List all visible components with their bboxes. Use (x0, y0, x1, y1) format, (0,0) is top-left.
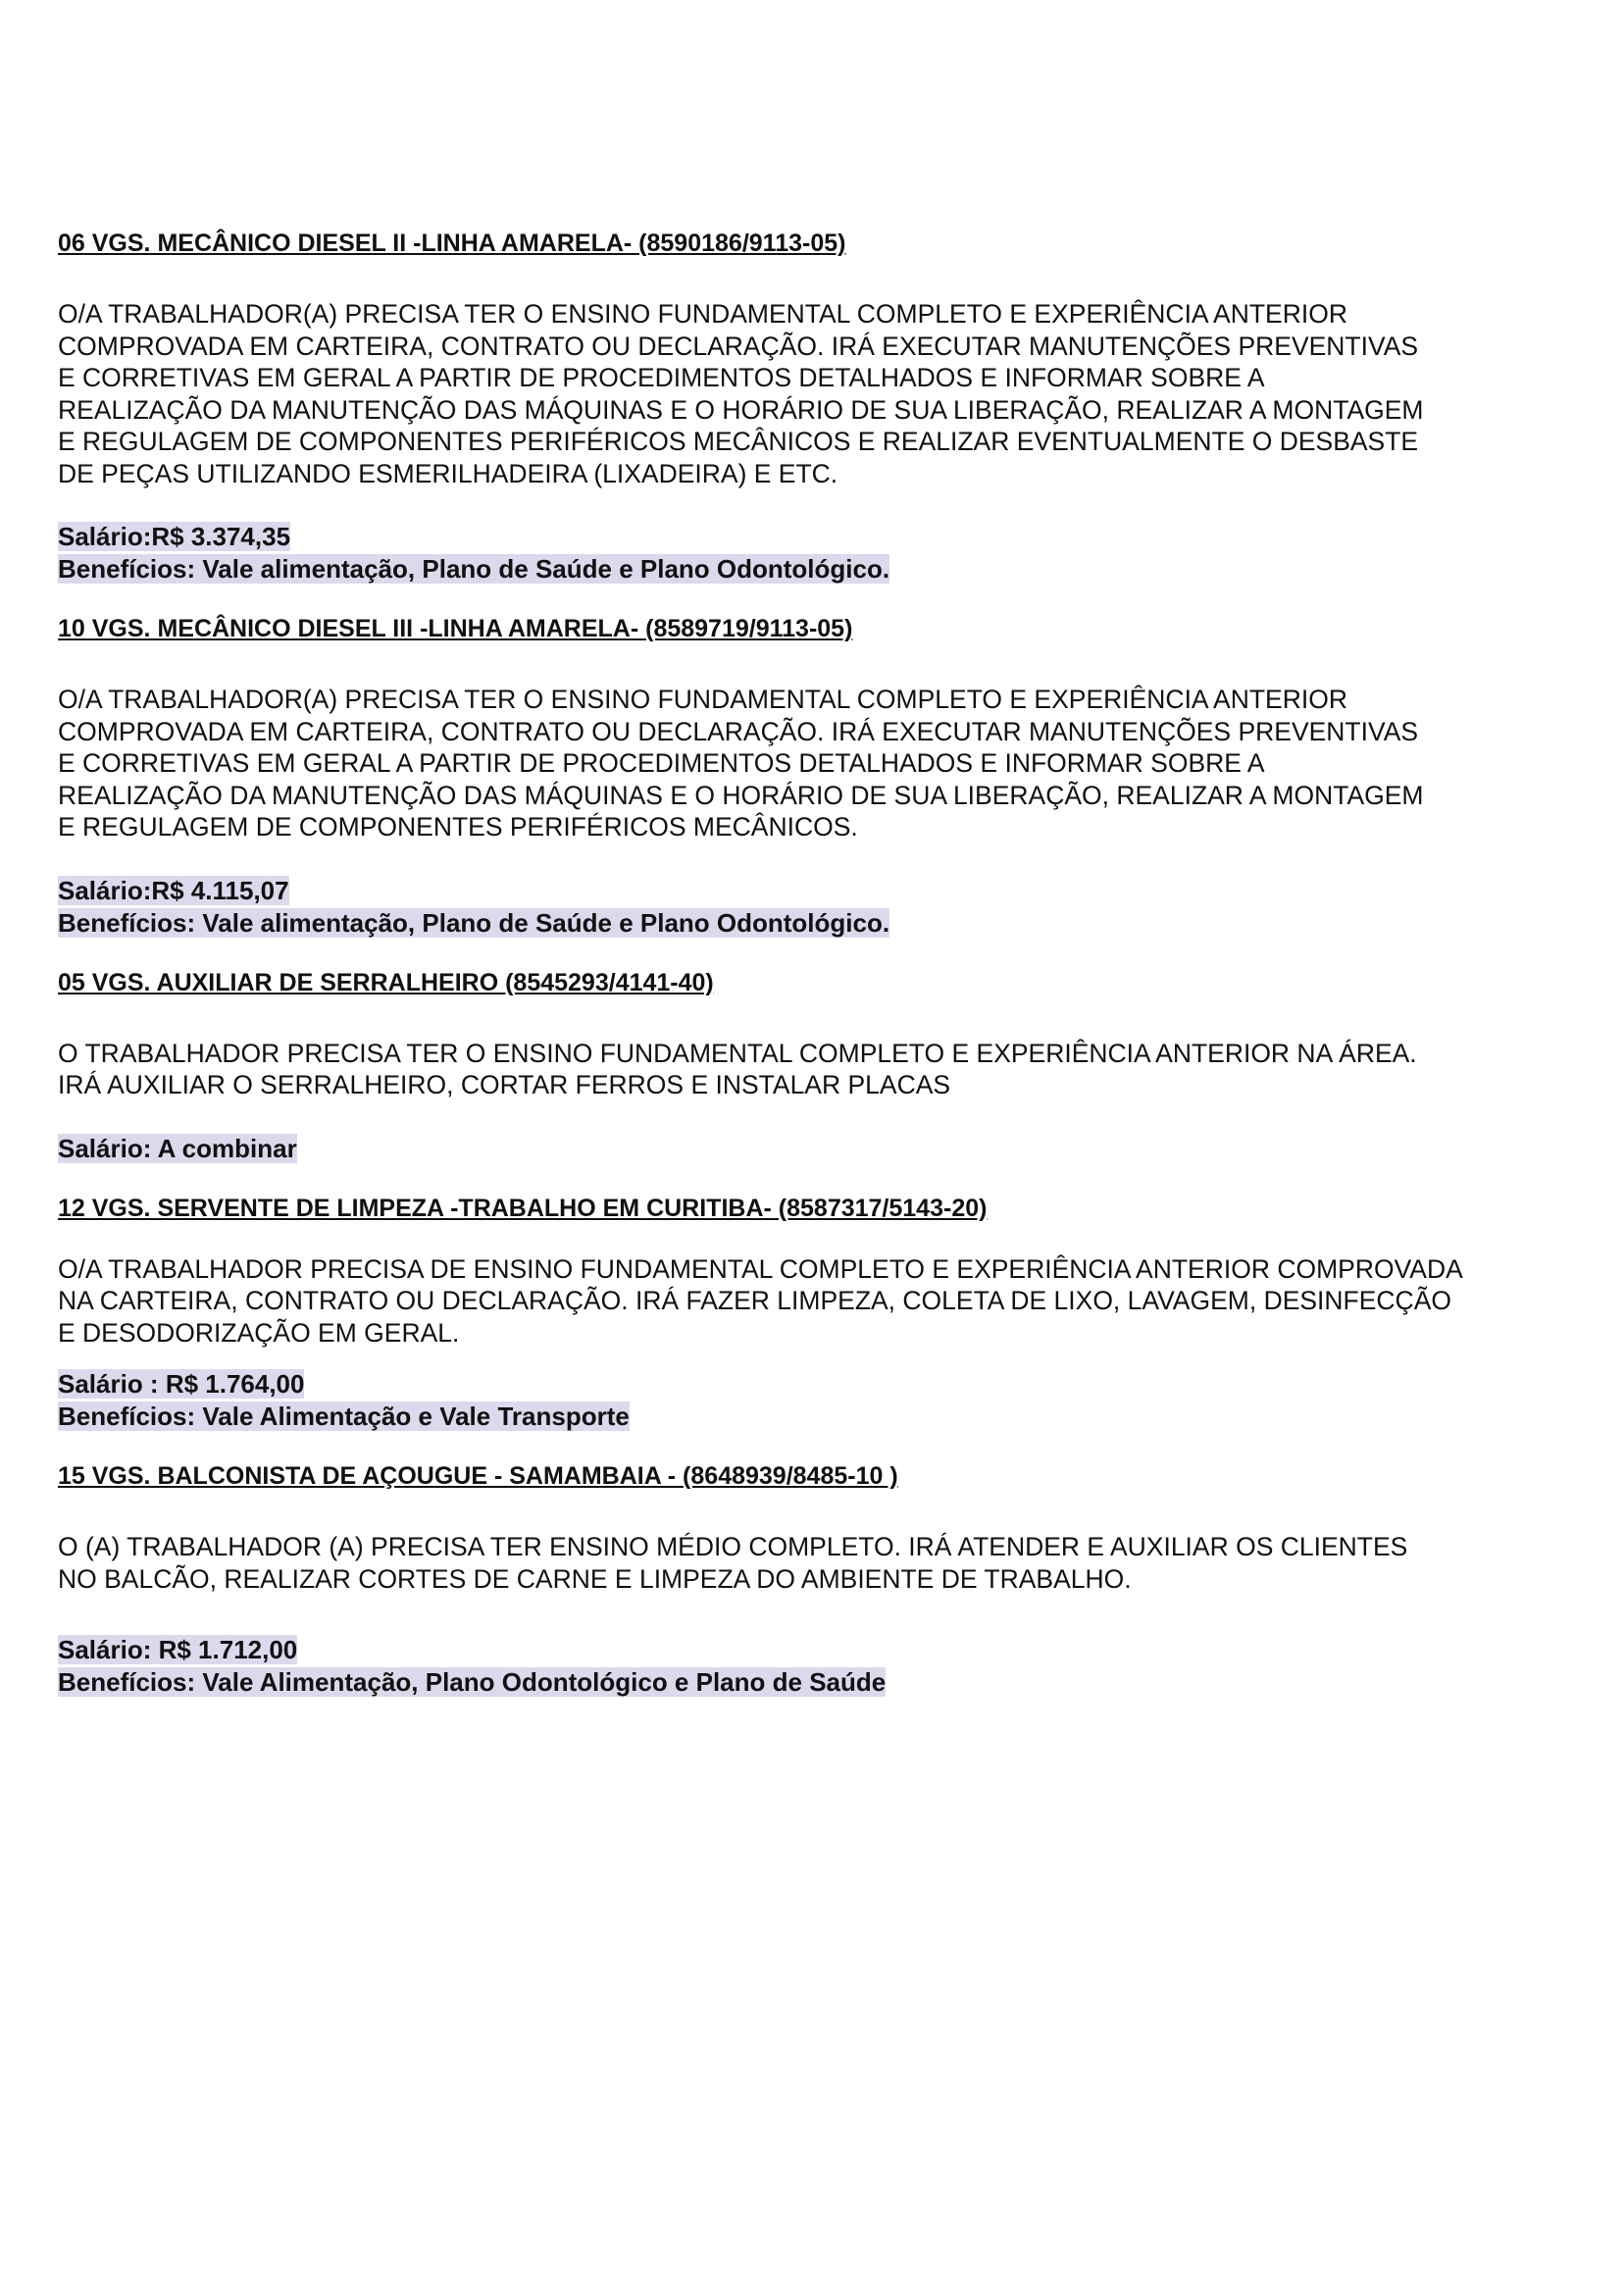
job-benefits: Benefícios: Vale Alimentação, Plano Odontológico e Plano de Saúde (58, 1667, 887, 1697)
job-description: O/A TRABALHADOR(A) PRECISA TER O ENSINO FUNDAMENTAL COMPLETO E EXPERIÊNCIA ANTERIOR COMPROVADA EM CARTEIRA, CONTRATO OU DECLARAÇÃO. IRÁ EXECUTAR MANUTENÇÕES PREVENTIVAS E CORRETIVAS EM GERAL A PARTIR DE PROCEDIMENTOS DETALHADOS E INFORMAR SOBRE A REALIZAÇÃO DA MANUTENÇÃO DAS MÁQUINAS E O HORÁRIO DE SUA LIBERAÇÃO, REALIZAR A MONTAGEM E REGULAGEM DE COMPONENTES PERIFÉRICOS MECÂNICOS E REALIZAR EVENTUALMENTE O DESBASTE DE PEÇAS UTILIZANDO ESMERILHADEIRA (LIXADEIRA) E ETC. (58, 299, 1424, 488)
job-description: O/A TRABALHADOR(A) PRECISA TER O ENSINO FUNDAMENTAL COMPLETO E EXPERIÊNCIA ANTERIOR COMPROVADA EM CARTEIRA, CONTRATO OU DECLARAÇÃO. IRÁ EXECUTAR MANUTENÇÕES PREVENTIVAS E CORRETIVAS EM GERAL A PARTIR DE PROCEDIMENTOS DETALHADOS E INFORMAR SOBRE A REALIZAÇÃO DA MANUTENÇÃO DAS MÁQUINAS E O HORÁRIO DE SUA LIBERAÇÃO, REALIZAR A MONTAGEM E REGULAGEM DE COMPONENTES PERIFÉRICOS MECÂNICOS. (58, 685, 1424, 841)
job-benefits: Benefícios: Vale Alimentação e Vale Transporte (58, 1402, 630, 1431)
job-salary: Salário: A combinar (58, 1133, 297, 1163)
job-benefits: Benefícios: Vale alimentação, Plano de Saúde e Plano Odontológico. (58, 554, 890, 584)
job-listing-4 (58, 1193, 1568, 1434)
job-title: 15 VGS. BALCONISTA DE AÇOUGUE - SAMAMBAIA - (8648939/8485-10 ) (58, 1462, 898, 1490)
job-listing-5 (58, 1460, 1568, 1699)
job-benefits: Benefícios: Vale alimentação, Plano de Saúde e Plano Odontológico. (58, 907, 890, 938)
job-title: 12 VGS. SERVENTE DE LIMPEZA -TRABALHO EM CURITIBA- (8587317/5143-20) (58, 1194, 988, 1222)
job-salary: Salário:R$ 4.115,07 (58, 875, 289, 905)
job-salary: Salário: R$ 1.712,00 (58, 1635, 298, 1664)
job-title: 05 VGS. AUXILIAR DE SERRALHEIRO (8545293/4141-40) (58, 968, 714, 996)
job-description: O (A) TRABALHADOR (A) PRECISA TER ENSINO MÉDIO COMPLETO. IRÁ ATENDER E AUXILIAR OS CLIENTES NO BALCÃO, REALIZAR CORTES DE CARNE E LIMPEZA DO AMBIENTE DE TRABALHO. (58, 1532, 1408, 1594)
job-description: O/A TRABALHADOR PRECISA DE ENSINO FUNDAMENTAL COMPLETO E EXPERIÊNCIA ANTERIOR COMPROVADA NA CARTEIRA, CONTRATO OU DECLARAÇÃO. IRÁ FAZER LIMPEZA, COLETA DE LIXO, LAVAGEM, DESINFECÇÃO E DESODORIZAÇÃO EM GERAL. (58, 1253, 1463, 1348)
job-title: 06 VGS. MECÂNICO DIESEL II -LINHA AMARELA- (8590186/9113-05) (58, 229, 846, 257)
job-listings-page (58, 228, 1568, 1726)
job-salary: Salário : R$ 1.764,00 (58, 1369, 305, 1399)
job-salary: Salário:R$ 3.374,35 (58, 522, 291, 551)
job-description: O TRABALHADOR PRECISA TER O ENSINO FUNDAMENTAL COMPLETO E EXPERIÊNCIA ANTERIOR NA ÁREA. IRÁ AUXILIAR O SERRALHEIRO, CORTAR FERROS E INSTALAR PLACAS (58, 1038, 1417, 1099)
job-listing-3 (58, 967, 1568, 1165)
job-listing-2 (58, 613, 1568, 940)
job-listing-1 (58, 228, 1568, 586)
job-title: 10 VGS. MECÂNICO DIESEL III -LINHA AMARELA- (8589719/9113-05) (58, 615, 853, 642)
